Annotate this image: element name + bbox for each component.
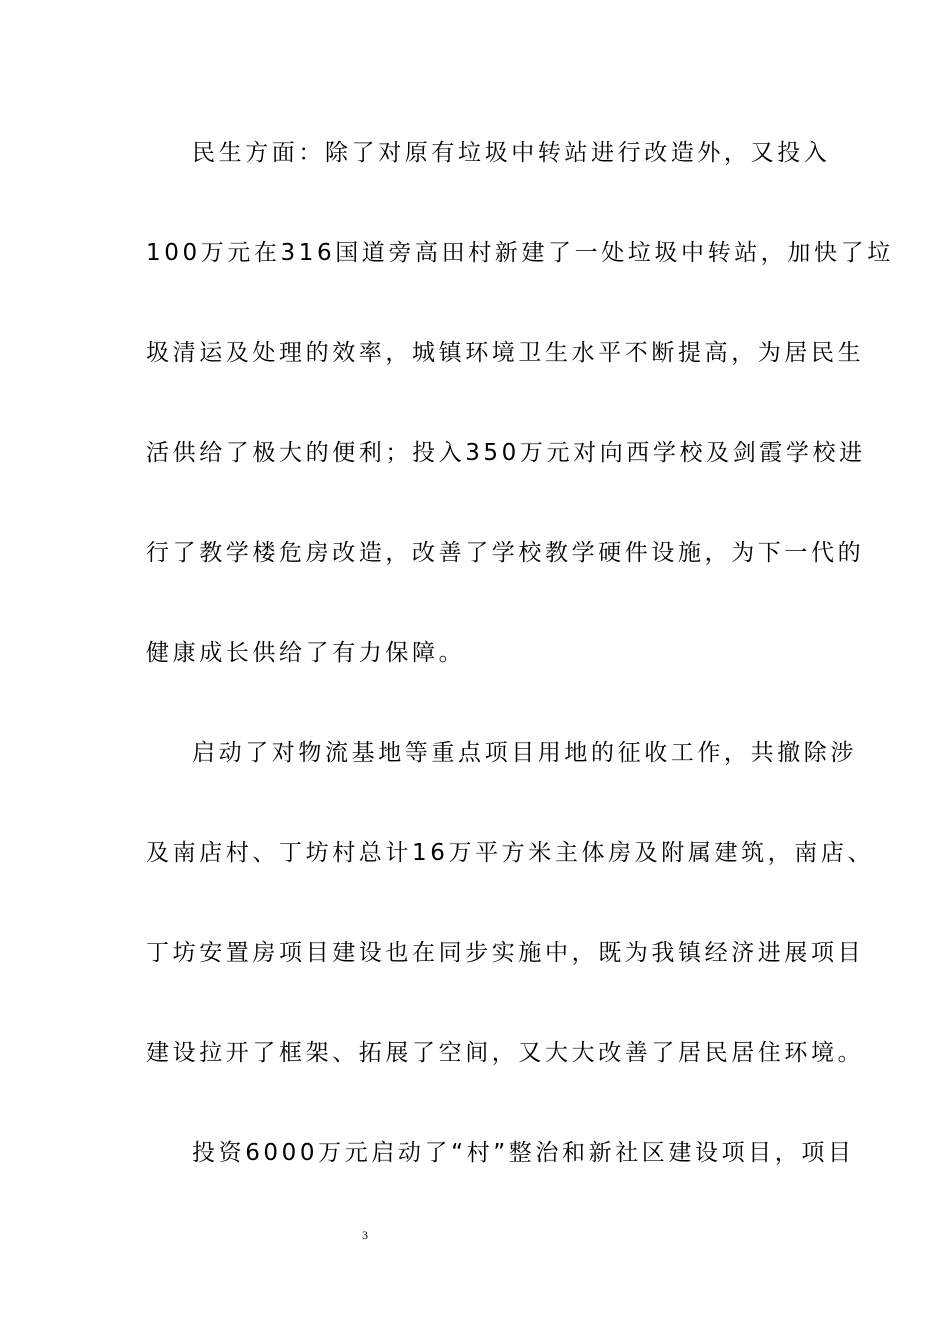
text-line: 民生方面：除了对原有垃圾中转站进行改造外，又投入	[192, 140, 831, 166]
text-line: 启动了对物流基地等重点项目用地的征收工作，共撤除涉	[192, 740, 857, 766]
text-line: 健康成长供给了有力保障。	[146, 640, 466, 666]
text-line: 活供给了极大的便利；投入350万元对向西学校及剑霞学校进	[146, 440, 866, 466]
body-text	[146, 128, 894, 1228]
text-line: 行了教学楼危房改造，改善了学校教学硬件设施，为下一代的	[146, 540, 865, 566]
text-line: 投资6000万元启动了“村”整治和新社区建设项目，项目	[192, 1140, 855, 1166]
text-line: 100万元在316国道旁高田村新建了一处垃圾中转站，加快了垃	[146, 240, 894, 266]
page-number: 3	[362, 1228, 368, 1242]
text-line: 建设拉开了框架、拓展了空间，又大大改善了居民居住环境。	[146, 1040, 865, 1066]
text-line: 及南店村、丁坊村总计16万平方米主体房及附属建筑，南店、	[146, 840, 875, 866]
text-line: 丁坊安置房项目建设也在同步实施中，既为我镇经济进展项目	[146, 940, 865, 966]
text-line: 圾清运及处理的效率，城镇环境卫生水平不断提高，为居民生	[146, 340, 865, 366]
